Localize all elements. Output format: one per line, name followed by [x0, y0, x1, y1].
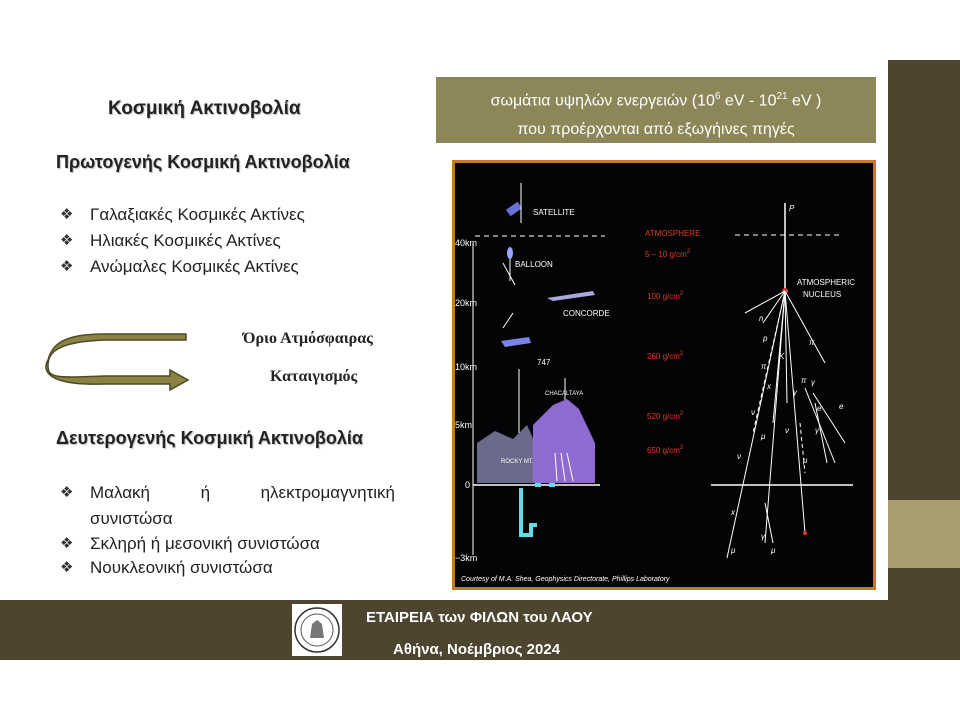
list-item-text: Σκληρή ή μεσονική συνιστώσα [90, 534, 320, 553]
secondary-heading: Δευτερογενής Κοσμική Ακτινοβολία [56, 428, 363, 448]
particle-label: μ [731, 546, 736, 555]
vehicle-label: ROCKY MT. [501, 459, 534, 465]
curved-arrow-icon [44, 330, 194, 396]
particle-label: γ [761, 532, 765, 541]
particle-label: π [761, 362, 767, 371]
underground-detector-icon [521, 488, 537, 535]
satellite-icon [506, 183, 522, 223]
diamond-bullet-icon: ❖ [60, 258, 74, 275]
footer-place-date: Αθήνα, Νοέμβριος 2024 [393, 641, 561, 658]
jet-747-icon [501, 337, 531, 347]
list-item [60, 257, 299, 277]
list-item-continuation: συνιστώσα [90, 509, 173, 528]
alt-label: 40km [455, 238, 478, 248]
particle-label: e [839, 402, 844, 411]
energy-caption [436, 77, 876, 143]
depth-label: 260 $g/cm^2$ [647, 351, 684, 361]
alt-label: −3km [455, 553, 478, 563]
list-item [60, 483, 395, 503]
particle-label: e [817, 404, 822, 413]
list-item [60, 205, 305, 225]
depth-label: 5 – 10 $g/cm^2$ [645, 249, 691, 259]
list-item [60, 558, 273, 578]
particle-label: P [789, 204, 795, 213]
particle-label: μ [761, 432, 766, 441]
shower-label: Καταιγισμός [270, 368, 358, 385]
cosmic-ray-shower-figure [452, 160, 876, 590]
balloon-icon [507, 247, 513, 259]
particle-label: μ [771, 546, 776, 555]
depth-label: 650 $g/cm^2$ [647, 445, 684, 455]
alt-label: 20km [455, 298, 478, 308]
word: ηλεκτρομαγνητική [260, 483, 395, 502]
particle-label: μ [803, 456, 808, 465]
particle-label: γ [811, 378, 815, 387]
depth-label: 520 $g/cm^2$ [647, 411, 684, 421]
list-item [60, 231, 281, 251]
diamond-bullet-icon: ❖ [60, 535, 74, 552]
footer-organization: ΕΤΑΙΡΕΙΑ των ΦΙΛΩΝ του ΛΑΟΥ [366, 609, 593, 626]
vehicle-label: SATELLITE [533, 208, 575, 217]
list-item-text: Ανώμαλες Κοσμικές Ακτίνες [90, 257, 299, 276]
depth-label: ATMOSPHERE [645, 229, 701, 238]
particle-label: π [801, 376, 807, 385]
caption-line-2: που προέρχονται από εξωγήινες πηγές [517, 121, 795, 139]
particle-label: ν [751, 408, 755, 417]
alt-label: 0 [465, 480, 471, 490]
word: Μαλακή [90, 483, 151, 502]
society-seal-icon [292, 604, 342, 656]
shower-diagram [455, 163, 873, 587]
diamond-bullet-icon: ❖ [60, 484, 74, 501]
diamond-bullet-icon: ❖ [60, 206, 74, 223]
rocky-mountain-icon [477, 425, 535, 483]
concorde-icon [547, 291, 595, 301]
right-band-dark-lower [888, 568, 960, 600]
diamond-bullet-icon: ❖ [60, 559, 74, 576]
slide-title: Κοσμική Ακτινοβολία [108, 98, 301, 119]
vehicle-label: CONCORDE [563, 309, 610, 318]
vehicle-label: 747 [537, 358, 551, 367]
particle-label: n [759, 314, 764, 323]
right-band-dark [888, 60, 960, 500]
particle-label: ν [785, 426, 789, 435]
nucleus-label: NUCLEUS [803, 290, 842, 299]
list-item [60, 534, 320, 554]
atmosphere-limit-label: Όριο Ατμόσφαιρας [243, 330, 373, 347]
diamond-bullet-icon: ❖ [60, 232, 74, 249]
nucleus-label: ATMOSPHERIC [797, 278, 856, 287]
figure-credit: Courtesy of M.A. Shea, Geophysics Directorate, Phillips Laboratory [461, 576, 670, 583]
alt-label: 5km [455, 420, 473, 430]
vehicle-label: BALLOON [515, 260, 553, 269]
particle-label: K [779, 352, 785, 361]
vehicle-label: CHACALTAYA [545, 391, 584, 397]
primary-heading: Πρωτογενής Κοσμική Ακτινοβολία [56, 152, 350, 172]
right-band-light [888, 500, 960, 568]
particle-label: ν [737, 452, 741, 461]
chacaltaya-mountain-icon [533, 399, 595, 483]
list-item-text: Ηλιακές Κοσμικές Ακτίνες [90, 231, 281, 250]
depth-label: 100 $g/cm^2$ [647, 291, 684, 301]
particle-label: x [767, 382, 771, 391]
list-item-text: Γαλαξιακές Κοσμικές Ακτίνες [90, 205, 305, 224]
particle-label: π [809, 338, 815, 347]
particle-label: γ [793, 388, 797, 397]
alt-label: 10km [455, 362, 478, 372]
word: ή [200, 483, 211, 502]
caption-line-1: σωμάτια υψηλών ενεργειών ($10^6$ eV - $10^{21}$ eV ) [490, 91, 822, 110]
list-item-text: Νουκλεονική συνιστώσα [90, 558, 273, 577]
particle-label: p [763, 334, 768, 343]
particle-label: γ [815, 426, 819, 435]
particle-label: x [731, 508, 735, 517]
